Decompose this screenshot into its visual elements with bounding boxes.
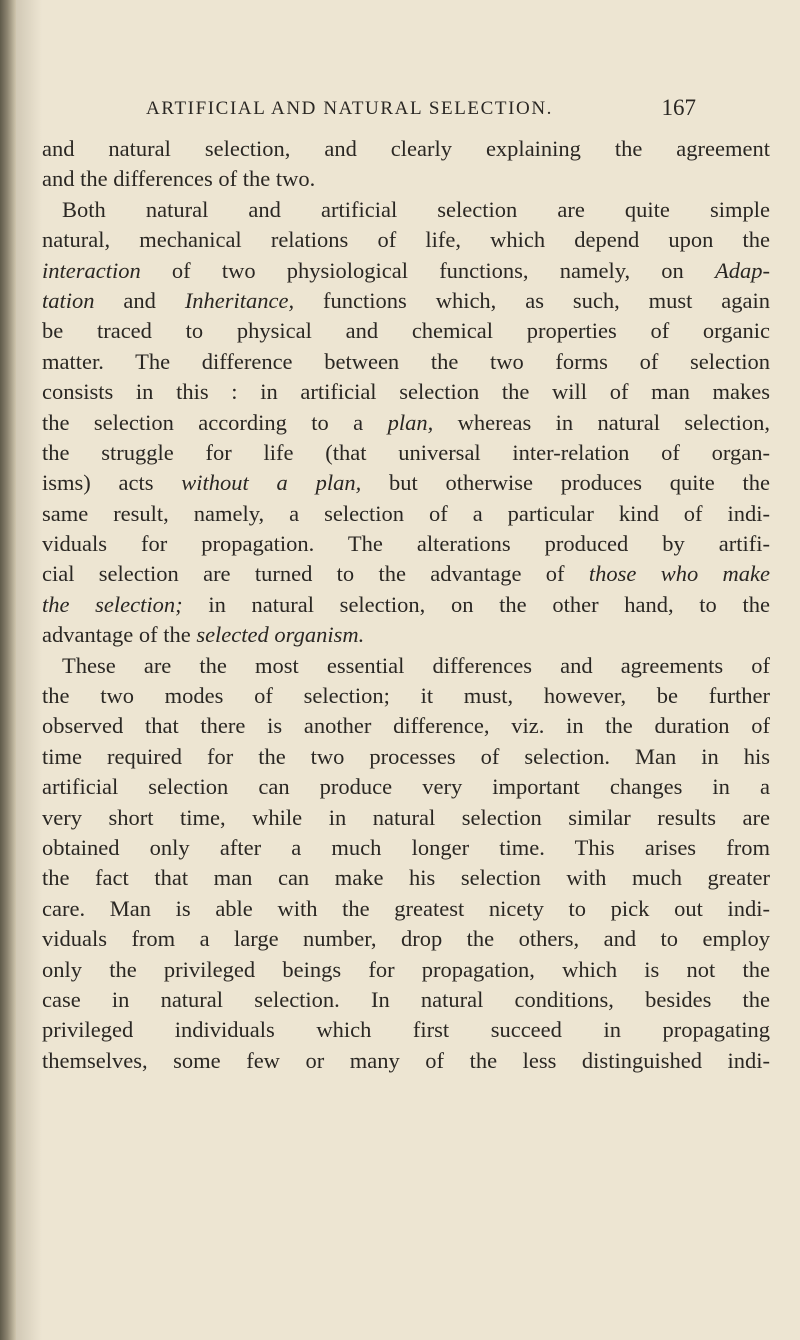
text-segment: whereas in natural selection, [433,409,770,435]
text-segment: viduals from a large number, drop the others, and to employ [42,926,770,952]
italic-text: tation [42,287,95,313]
text-line [42,256,770,286]
text-line [42,711,770,741]
text-line [42,985,770,1015]
text-line [42,347,770,377]
text-line [42,620,770,650]
text-line [42,286,770,316]
text-segment: themselves, some few or many of the less distinguished indi- [42,1047,770,1073]
italic-text: Adap- [715,257,770,283]
text-segment: the two modes of selection; it must, however, be further [42,683,770,709]
text-segment: and the differences of the two. [42,166,316,192]
text-segment: advantage of the [42,622,197,648]
text-line [42,742,770,772]
text-line [42,499,770,529]
text-line [42,316,770,346]
text-line [42,863,770,893]
text-segment: in natural selection, on the other hand, to the [182,591,770,617]
text-segment: very short time, while in natural selection similar results are [42,804,770,830]
text-segment: These are the most essential differences and agreements of [62,652,770,678]
text-segment: same result, namely, a selection of a particular kind of indi- [42,500,770,526]
body-text [42,134,770,1076]
text-segment: viduals for propagation. The alterations produced by artifi- [42,531,770,557]
text-line [42,1046,770,1076]
text-line [42,134,770,164]
text-line [42,772,770,802]
text-line [42,803,770,833]
text-line [42,924,770,954]
italic-text: plan, [387,409,434,435]
page-number: 167 [661,95,696,120]
running-head [146,95,696,120]
italic-text: the selection; [42,591,183,617]
text-line [42,408,770,438]
text-segment: cial selection are turned to the advantage of [42,561,589,587]
italic-text: interaction [42,257,141,283]
text-segment: the struggle for life (that universal inter-relation of organ- [42,439,770,465]
italic-text: Inheritance, [184,287,295,313]
text-segment: and natural selection, and clearly explaining the agreement [42,136,770,161]
text-line [42,377,770,407]
text-line [42,195,770,225]
text-segment: of two physiological functions, namely, on [140,257,715,283]
text-segment: the fact that man can make his selection with much greater [42,865,770,891]
text-segment: artificial selection can produce very important changes in a [42,774,770,800]
text-segment: privileged individuals which first succeed in propagating [42,1017,770,1043]
text-segment: consists in this : in artificial selection the will of man makes [42,379,770,405]
text-segment: natural, mechanical relations of life, which depend upon the [42,227,770,253]
text-segment: the selection according to a [42,409,388,435]
text-line [42,681,770,711]
text-line [42,225,770,255]
text-line [42,164,770,194]
text-line [42,438,770,468]
text-segment: time required for the two processes of selection. Man in his [42,743,770,769]
text-line [42,955,770,985]
text-segment: only the privileged beings for propagation, which is not the [42,956,770,982]
text-line [42,651,770,681]
text-segment: isms) acts [42,470,182,496]
running-head-title: ARTIFICIAL AND NATURAL SELECTION. [146,98,554,119]
text-line [42,468,770,498]
text-line [42,1015,770,1045]
italic-text: without a plan, [181,470,362,496]
italic-text: those who make [588,561,770,587]
text-segment: matter. The difference between the two forms of selection [42,348,770,374]
text-segment: functions which, as such, must again [294,287,770,313]
italic-text: selected organism. [196,622,365,648]
text-line [42,590,770,620]
text-segment: care. Man is able with the greatest nicety to pick out indi- [42,895,770,921]
text-line [42,833,770,863]
text-segment: but otherwise produces quite the [361,470,770,496]
text-segment: case in natural selection. In natural conditions, besides the [42,986,770,1012]
text-line [42,529,770,559]
text-segment: be traced to physical and chemical properties of organic [42,318,770,344]
text-segment: obtained only after a much longer time. This arises from [42,834,770,860]
text-segment: and [94,287,185,313]
text-segment: observed that there is another difference, viz. in the duration of [42,713,770,739]
text-line [42,894,770,924]
text-segment: Both natural and artificial selection are quite simple [62,196,770,222]
text-line [42,559,770,589]
